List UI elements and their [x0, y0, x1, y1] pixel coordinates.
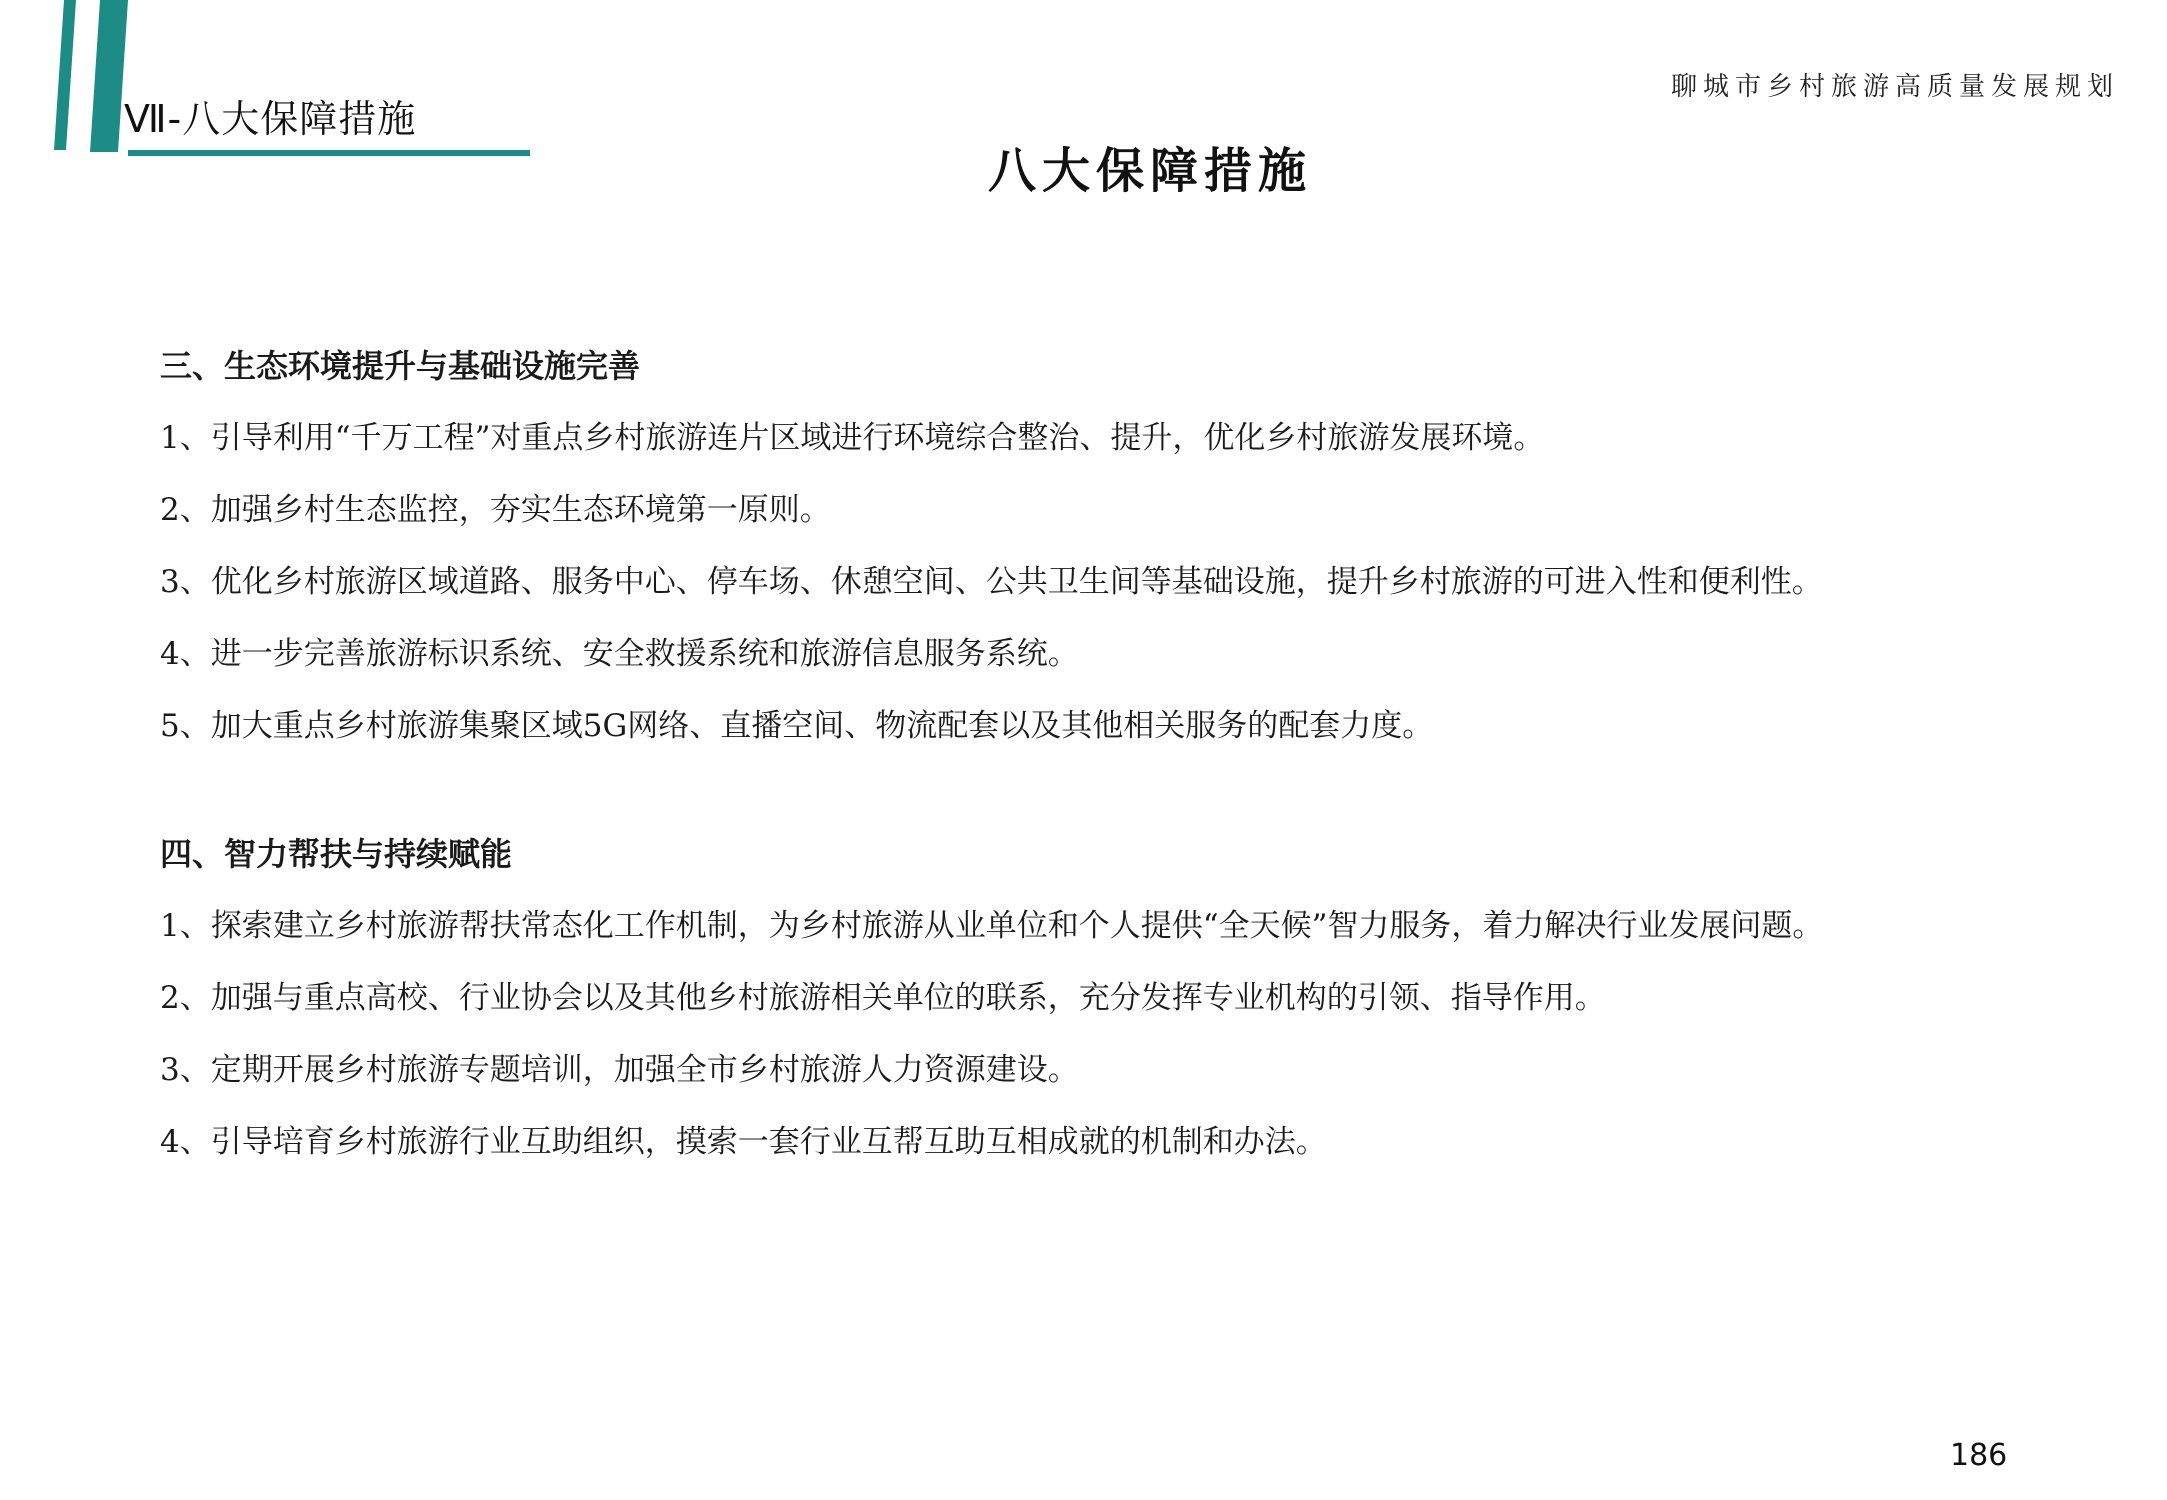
list-item: 1、探索建立乡村旅游帮扶常态化工作机制，为乡村旅游从业单位和个人提供“全天候”智力服务，着力解决行业发展问题。 — [160, 908, 1824, 944]
list-item: 4、进一步完善旅游标识系统、安全救援系统和旅游信息服务系统。 — [160, 636, 1079, 672]
page-title: 八大保障措施 — [987, 143, 1312, 199]
document-title: 聊城市乡村旅游高质量发展规划 — [1670, 72, 2119, 102]
list-item: 3、定期开展乡村旅游专题培训，加强全市乡村旅游人力资源建设。 — [160, 1052, 1079, 1088]
list-item: 5、加大重点乡村旅游集聚区域5G网络、直播空间、物流配套以及其他相关服务的配套力度。 — [160, 708, 1434, 744]
section-tag: Ⅶ-八大保障措施 — [124, 97, 417, 141]
section-heading: 四、智力帮扶与持续赋能 — [160, 835, 513, 873]
decor-thin-stripe — [54, 0, 76, 150]
list-item: 2、加强乡村生态监控，夯实生态环境第一原则。 — [160, 492, 831, 528]
list-item: 1、引导利用“千万工程”对重点乡村旅游连片区域进行环境综合整治、提升，优化乡村旅游发展环境。 — [160, 420, 1545, 456]
list-item: 4、引导培育乡村旅游行业互助组织，摸索一套行业互帮互助互相成就的机制和办法。 — [160, 1124, 1327, 1160]
section-heading: 三、生态环境提升与基础设施完善 — [160, 347, 641, 385]
list-item: 2、加强与重点高校、行业协会以及其他乡村旅游相关单位的联系，充分发挥专业机构的引领、指导作用。 — [160, 980, 1606, 1016]
page-number: 186 — [1950, 1438, 2008, 1473]
decor-thick-stripe — [90, 0, 128, 152]
list-item: 3、优化乡村旅游区域道路、服务中心、停车场、休憩空间、公共卫生间等基础设施，提升乡村旅游的可进入性和便利性。 — [160, 564, 1823, 600]
section-intellectual-support — [160, 826, 2080, 1170]
section-ecology-infrastructure — [160, 338, 2080, 754]
main-content — [160, 338, 2080, 1186]
